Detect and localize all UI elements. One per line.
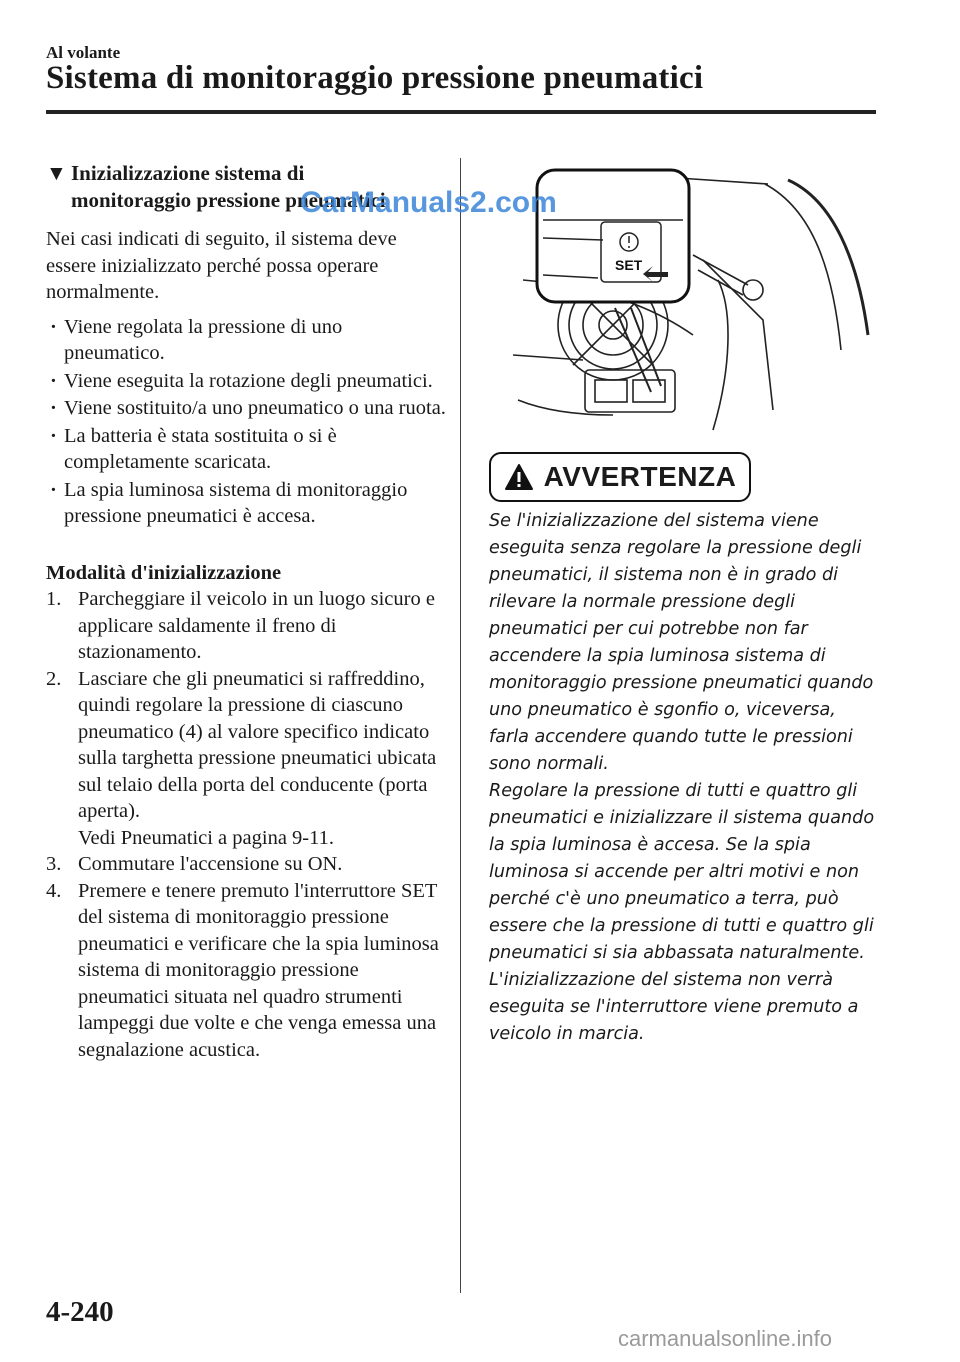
list-item: · La spia luminosa sistema di monitoraggio pressione pneumatici è accesa. <box>46 477 446 530</box>
column-divider <box>460 158 461 1293</box>
list-item: · La batteria è stata sostituita o si è completamente scaricata. <box>46 423 446 476</box>
section-heading-line1: Inizializzazione sistema di <box>71 161 305 185</box>
list-item: · Viene regolata la pressione di uno pneumatico. <box>46 314 446 367</box>
warning-triangle-icon <box>504 463 534 491</box>
left-column <box>46 160 446 1063</box>
page-number: 4-240 <box>46 1296 114 1328</box>
steps-list <box>46 586 446 1063</box>
warning-label-box <box>489 452 751 502</box>
step-item <box>46 878 446 1064</box>
page-title: Sistema di monitoraggio pressione pneumatici <box>46 60 704 96</box>
warning-text <box>489 508 881 1048</box>
method-heading: Modalità d'inizializzazione <box>46 561 282 584</box>
warning-label: AVVERTENZA <box>543 461 737 492</box>
footer-watermark: carmanualsonline.info <box>618 1326 833 1351</box>
step-number: 1. <box>46 588 62 610</box>
page-reference: Vedi Pneumatici a pagina 9-11. <box>78 826 334 849</box>
step-item <box>46 851 446 878</box>
condition-list <box>46 314 446 530</box>
set-button-label: SET <box>615 257 643 273</box>
step-item <box>46 586 446 666</box>
step-number: 2. <box>46 667 62 690</box>
list-item: · Viene sostituito/a uno pneumatico o una ruota. <box>46 395 446 422</box>
step-text: Commutare l'accensione su ON. <box>78 853 343 875</box>
watermark: CarManuals2.com <box>300 186 557 219</box>
breadcrumb: Al volante <box>46 43 121 62</box>
intro-paragraph: Nei casi indicati di seguito, il sistema deve essere inizializzato perché possa operare normalmente. <box>46 228 397 303</box>
step-text: Lasciare che gli pneumatici si raffreddino, quindi regolare la pressione di ciascuno pneumatico (4) al valore specifico indicato sulla targhetta pressione pneumatici ubicata sul telaio della porta del conducente (porta aperta). <box>78 667 437 822</box>
step-text: Premere e tenere premuto l'interruttore SET del sistema di monitoraggio pressione pneumatici e verificare che la spia luminosa sistema di monitoraggio pressione pneumatici situata nel quadro strumenti lampeggi due volte e che venga emessa una segnalazione acustica. <box>78 879 439 1061</box>
step-item <box>46 666 446 852</box>
title-rule <box>46 110 876 114</box>
dashboard-drawing <box>503 160 873 435</box>
triangle-bullet-icon: ▼ <box>46 161 67 185</box>
section-heading-line2: monitoraggio pressione pneumatici <box>71 188 386 212</box>
step-text: Parcheggiare il veicolo in un luogo sicuro e applicare saldamente il freno di stazionamento. <box>78 588 435 663</box>
step-number: 4. <box>46 879 62 902</box>
step-number: 3. <box>46 853 62 875</box>
dashboard-illustration <box>503 160 873 435</box>
list-item: · Viene eseguita la rotazione degli pneumatici. <box>46 368 446 395</box>
warning-paragraph: Regolare la pressione di tutti e quattro gli pneumatici e inizializzare il sistema quando la spia luminosa è accesa. Se la spia luminosa si accende per altri motivi e non perché c'è uno pneumatico a terra, può essere che la pressione di tutti e quattro gli pneumatici si sia abbassata naturalmente. L'inizializzazione del sistema non verrà eseguita se l'interruttore viene premuto a veicolo in marcia. <box>489 781 875 1044</box>
warning-paragraph: Se l'inizializzazione del sistema viene eseguita senza regolare la pressione degli pneumatici, il sistema non è in grado di rilevare la normale pressione degli pneumatici per cui potrebbe non far accendere la spia luminosa sistema di monitoraggio pressione pneumatici quando uno pneumatico è sgonfio o, viceversa, farla accendere quando tutte le pressioni sono normali. <box>489 511 874 774</box>
